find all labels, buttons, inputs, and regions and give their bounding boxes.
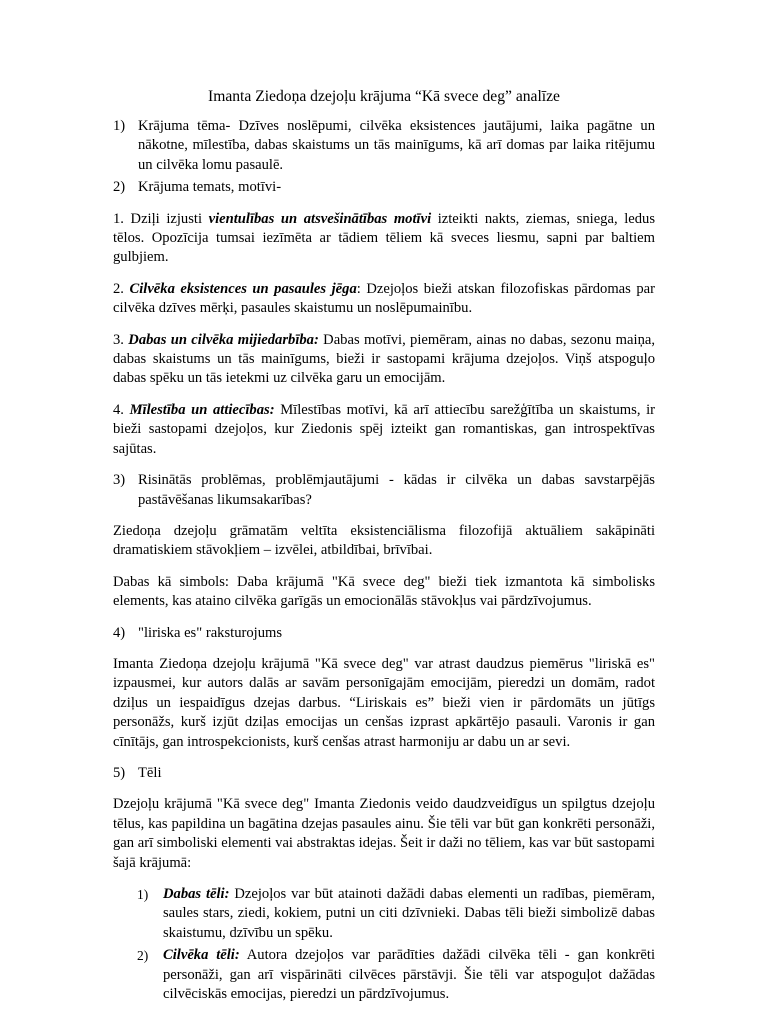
sublist-item-nature	[113, 885, 655, 943]
document-title: Imanta Ziedoņa dzejoļu krājuma “Kā svece deg” analīze	[208, 88, 560, 105]
list-item-lyric-self	[113, 624, 655, 643]
motif-text: Mīlestības motīvi, kā arī attiecību sarežģītība un skaistums, ir bieži sastopami dzejoļos, kur Ziedonis spēj izteikt gan romantiskas, gan introspektīvas sajūtas.	[113, 401, 656, 457]
list-text: Krājuma tēma- Dzīves noslēpumi, cilvēka eksistences jautājumi, laika pagātne un nākotne, mīlestība, dabas skaistums un tās mainīgums, kā arī domas par laika ritējumu un cilvēka lomu pasaulē.	[138, 118, 655, 173]
list-number: 2)	[137, 948, 149, 964]
list-text: Risinātās problēmas, problēmjautājumi - kādas ir cilvēka un dabas savstarpējās pastāvēšanas likumsakarības?	[138, 472, 655, 508]
motif-paragraph-4	[113, 401, 655, 459]
list-text: Krājuma temats, motīvi-	[138, 179, 282, 196]
sublist-item-human	[113, 946, 655, 1004]
list-text: "liriska es" raksturojums	[138, 624, 283, 641]
list-text: Tēli	[138, 764, 162, 781]
motif-number: 2.	[113, 280, 130, 297]
motif-text: : Dzejoļos bieži atskan filozofiskas pārdomas par cilvēka dzīves mērķi, pasaules skaistumu un noslēpumainību.	[113, 280, 655, 317]
list-number: 2)	[113, 179, 126, 196]
motif-paragraph-1	[113, 210, 655, 268]
motif-paragraph-2	[113, 280, 655, 319]
list-number: 1)	[137, 887, 149, 902]
list-text	[163, 946, 655, 1004]
motif-text: Dabas motīvi, piemēram, ainas no dabas, sezonu maiņa, dabas skaistums un tās mainīgums, bieži ir sastopami krājuma dzejoļos. Viņš atspoguļo dabas spēku un tās ietekmi uz cilvēka garu un emocijām.	[113, 331, 655, 387]
sublist-heading: Cilvēka tēli:	[163, 947, 240, 964]
list-item-theme	[113, 117, 655, 175]
paragraph-existentialism: Ziedoņa dzejoļu grāmatām veltīta eksistenciālisma filozofijā aktuāliem sakāpināti dramatiskiem stāvokļiem – izvēlei, atbildībai, brīvībai.	[113, 522, 655, 559]
list-number: 3)	[113, 472, 126, 489]
list-number: 4)	[113, 624, 126, 641]
paragraph-lyric-self: Imanta Ziedoņa dzejoļu krājumā "Kā svece deg" var atrast daudzus piemērus "liriskā es" izpausmei, kur autors dalās ar savām personīgajām emocijām, pieredzi un domām, radot dziļus un iespaidīgus dzejas darbus. “Liriskais es” bieži vien ir pārdomāts un jūtīgs personāžs, kurš izjūt dziļas emocijas un cenšas izprast apkārtējo pasauli. Varonis ir gan cīnītājs, gan introspekcionists, kurš cenšas atrast harmoniju ar dabu un ar sevi.	[113, 655, 655, 750]
motif-heading: Mīlestība un attiecības:	[129, 401, 275, 418]
motif-number: 4.	[113, 401, 130, 418]
sublist-text: Autora dzejoļos var parādīties dažādi cilvēka tēli - gan konkrēti personāži, gan arī vispārināti cilvēces pārstāvji. Šie tēli var atspoguļot dažādas cilvēciskās emocijas, pieredzi un pārdzīvojumus.	[163, 947, 656, 1003]
list-number: 1)	[113, 118, 126, 134]
list-item-problems	[113, 471, 655, 510]
list-item-images	[113, 764, 655, 783]
paragraph-nature-symbol: Dabas kā simbols: Daba krājumā "Kā svece deg" bieži tiek izmantota kā simbolisks elements, kas ataino cilvēka garīgās un emocionālās stāvokļus vai pārdzīvojumus.	[113, 573, 655, 610]
motif-paragraph-3	[113, 331, 655, 389]
motif-heading: Cilvēka eksistences un pasaules jēga	[129, 280, 357, 297]
list-number: 5)	[113, 764, 126, 781]
motif-heading: Dabas un cilvēka mijiedarbība:	[128, 331, 319, 348]
motif-number: 1. Dziļi izjusti	[113, 210, 209, 227]
list-item-motifs	[113, 178, 655, 197]
sublist-text: Dzejoļos var būt atainoti dažādi dabas elementi un radības, piemēram, saules stars, ziedi, kokiem, putni un citi dzīvnieki. Dabas tēli bieži simbolizē dabas skaistumu, dzīvību un spēku.	[163, 886, 655, 941]
motif-number: 3.	[113, 331, 129, 348]
list-text	[163, 885, 655, 943]
motif-heading: vientulības un atsvešinātības motīvi	[208, 210, 432, 227]
sublist-heading: Dabas tēli:	[163, 886, 230, 902]
paragraph-images: Dzejoļu krājumā "Kā svece deg" Imanta Ziedonis veido daudzveidīgus un spilgtus dzejoļu tēlus, kas papildina un bagātina dzejas pasaules ainu. Šie tēli var būt gan konkrēti personāži, gan arī simboliski elementi vai abstraktas idejas. Šeit ir daži no tēliem, kas var būt sastopami šajā krājumā:	[113, 796, 655, 871]
motif-text: izteikti nakts, ziemas, sniega, ledus tēlos. Opozīcija tumsai iezīmēta ar tādiem tēliem kā sveces liesmu, sapni par baltiem gulbjiem.	[113, 210, 655, 266]
